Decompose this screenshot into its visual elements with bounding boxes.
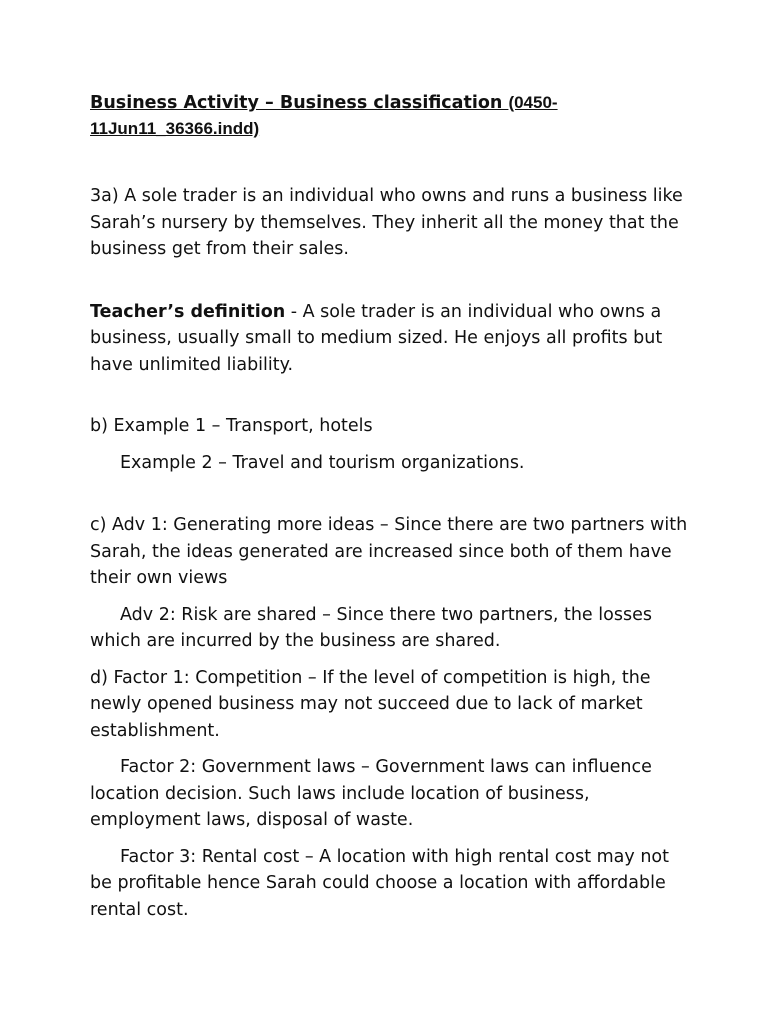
answer-b-example-1: b) Example 1 – Transport, hotels [90, 416, 373, 436]
document-body [90, 90, 690, 923]
answer-c-adv-2: Adv 2: Risk are shared – Since there two partners, the losses which are incurred by the business are shared. [90, 604, 652, 651]
teacher-definition-label: Teacher’s definition [90, 301, 286, 322]
answer-d-factor-1: d) Factor 1: Competition – If the level of competition is high, the newly opened business may not succeed due to lack of market establishment. [90, 667, 651, 741]
answer-3a: 3a) A sole trader is an individual who owns and runs a business like Sarah’s nursery by themselves. They inherit all the money that the business get from their sales. [90, 186, 683, 259]
teacher-definition [90, 299, 690, 379]
answer-d-factor-2: Factor 2: Government laws – Government laws can influence location decision. Such laws include location of business, employment laws, disposal of waste. [90, 757, 652, 830]
answer-d-factor-3: Factor 3: Rental cost – A location with high rental cost may not be profitable hence Sarah could choose a location with affordable rental cost. [90, 846, 669, 920]
document-title [90, 90, 690, 142]
teacher-definition-text: - A sole trader is an individual who owns a business, usually small to medium sized. He enjoys all profits but have unlimited liability. [90, 301, 663, 375]
answer-b-example-2: Example 2 – Travel and tourism organizations. [120, 452, 525, 473]
answer-c-adv-1: c) Adv 1: Generating more ideas – Since there are two partners with Sarah, the ideas generated are increased since both of them have their own views [90, 515, 688, 588]
title-text: Business Activity – Business classification [90, 93, 509, 113]
title-filename: (0450-11Jun11_36366.indd) [90, 93, 558, 138]
